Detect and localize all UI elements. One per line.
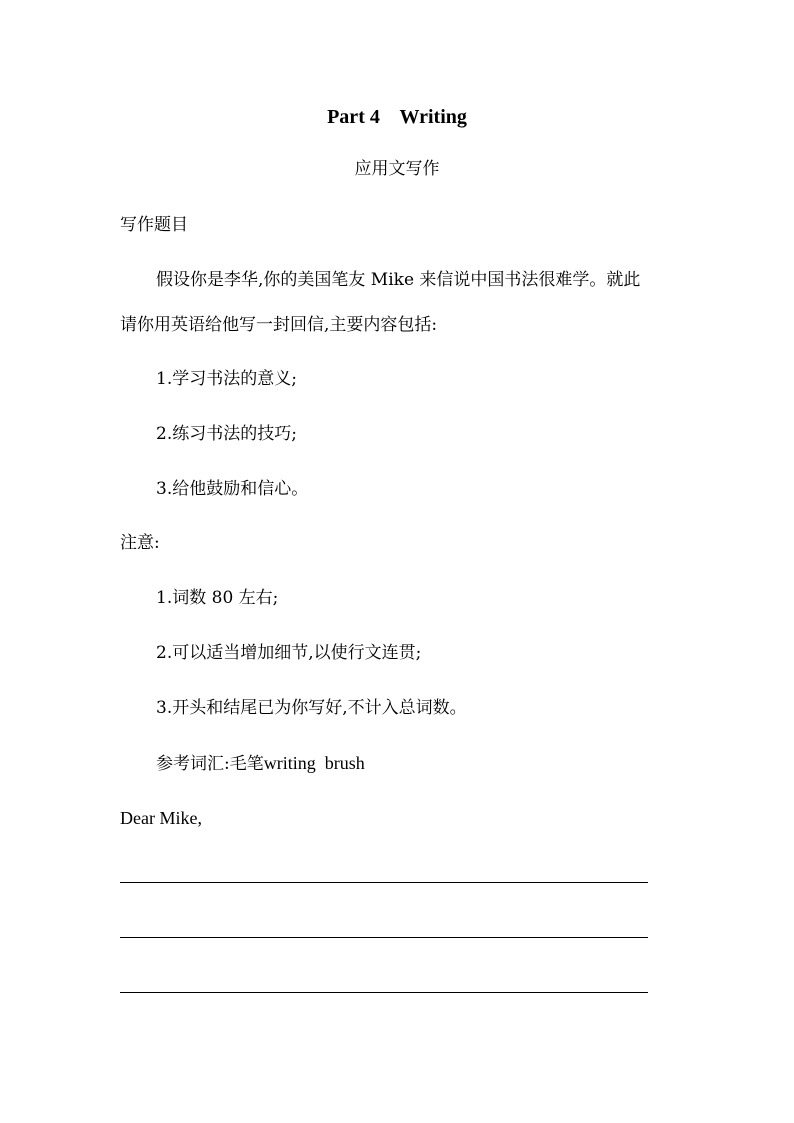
answer-line-1	[120, 882, 648, 883]
vocab-term: writing brush	[263, 753, 365, 773]
vocab-label: 参考词汇:毛笔	[156, 754, 264, 774]
note-item-2: 2.可以适当增加细节,以使行文连贯;	[156, 643, 422, 663]
note-item-1: 1.词数 80 左右;	[156, 588, 279, 608]
vocab-line	[156, 752, 365, 775]
notes-heading: 注意:	[120, 533, 160, 553]
task-heading: 写作题目	[120, 215, 188, 235]
task-prompt-line-2: 请你用英语给他写一封回信,主要内容包括:	[120, 315, 438, 335]
task-prompt-line-1: 假设你是李华,你的美国笔友 Mike 来信说中国书法很难学。就此	[156, 270, 641, 290]
task-point-2: 2.练习书法的技巧;	[156, 424, 297, 444]
answer-line-2	[120, 937, 648, 938]
task-point-3: 3.给他鼓励和信心。	[156, 479, 309, 499]
answer-line-3	[120, 992, 648, 993]
note-item-3: 3.开头和结尾已为你写好,不计入总词数。	[156, 698, 467, 718]
page-subtitle: 应用文写作	[354, 159, 440, 179]
page-title: Part 4 Writing	[327, 106, 467, 128]
letter-salutation: Dear Mike,	[120, 808, 202, 828]
task-point-1: 1.学习书法的意义;	[156, 369, 297, 389]
